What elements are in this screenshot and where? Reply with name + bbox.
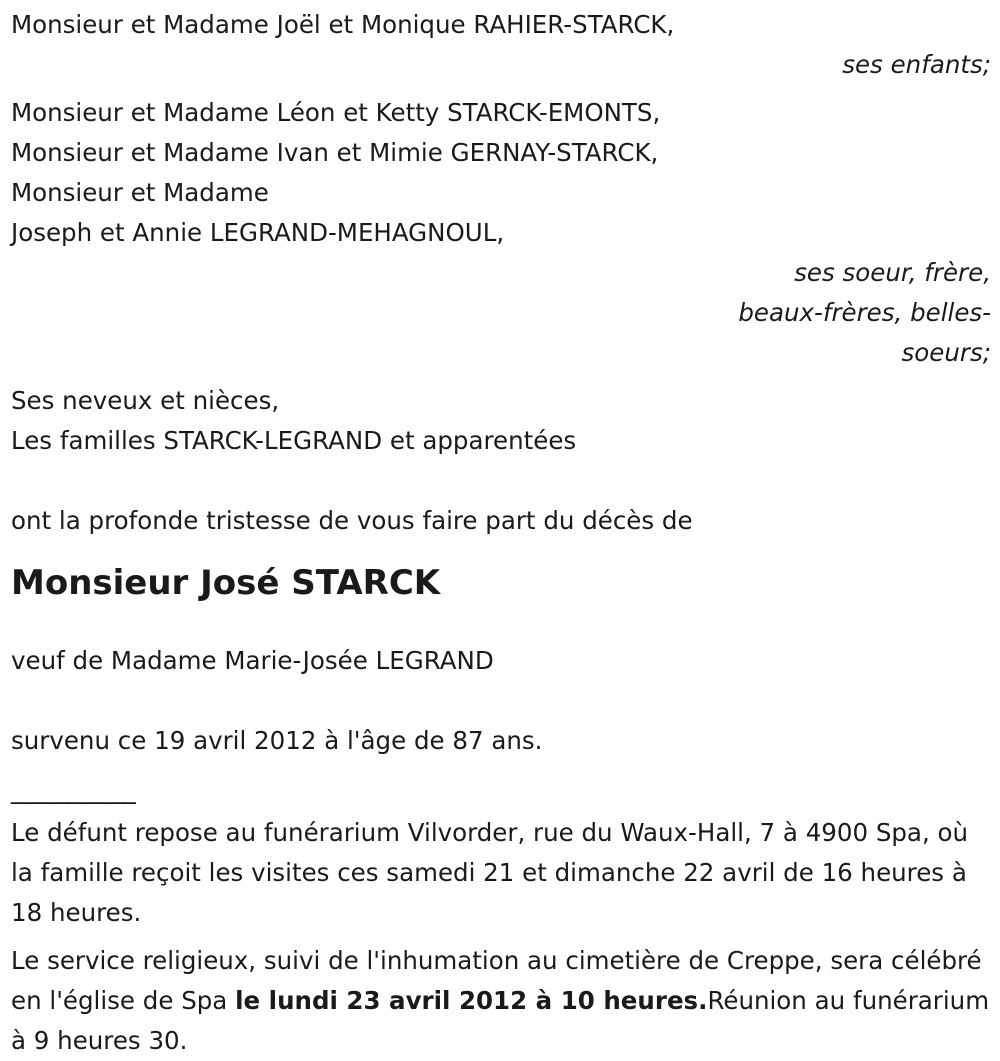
announcement-text: ont la profonde tristesse de vous faire part du décès de xyxy=(11,506,693,535)
obituary-notice xyxy=(11,5,991,1061)
death-date-text: survenu ce 19 avril 2012 à l'âge de 87 ans. xyxy=(11,726,543,755)
deceased-name: Monsieur José STARCK xyxy=(11,563,441,603)
others-line: Ses neveux et nièces, xyxy=(11,386,280,415)
widower-text: veuf de Madame Marie-Josée LEGRAND xyxy=(11,646,494,675)
sibling-line: Monsieur et Madame Ivan et Mimie GERNAY-STARCK, xyxy=(11,138,659,167)
children-line: Monsieur et Madame Joël et Monique RAHIER-STARCK, xyxy=(11,10,675,39)
separator-line: ___________ xyxy=(11,775,135,804)
service-paragraph xyxy=(11,941,991,1061)
children-relation: ses enfants; xyxy=(842,50,991,79)
siblings-relation-line: ses soeur, frère, xyxy=(794,258,991,287)
service-text: Le service religieux, suivi de l'inhumation au cimetière de Creppe, sera célébré en l'église de Spa xyxy=(11,946,982,1015)
sibling-line: Monsieur et Madame xyxy=(11,178,269,207)
siblings-relation-line: beaux-frères, belles- xyxy=(738,298,991,327)
rest-paragraph: Le défunt repose au funérarium Vilvorder, rue du Waux-Hall, 7 à 4900 Spa, où la famille reçoit les visites ces samedi 21 et dimanche 22 avril de 16 heures à 18 heures. xyxy=(11,818,969,927)
reunion-text: Réunion au funérarium à 9 heures 30. xyxy=(11,986,990,1055)
service-date-bold: le lundi 23 avril 2012 à 10 heures. xyxy=(235,986,708,1015)
sibling-line: Monsieur et Madame Léon et Ketty STARCK-EMONTS, xyxy=(11,98,661,127)
others-line: Les familles STARCK-LEGRAND et apparentées xyxy=(11,426,577,455)
sibling-line: Joseph et Annie LEGRAND-MEHAGNOUL, xyxy=(11,218,505,247)
siblings-relation-line: soeurs; xyxy=(901,338,991,367)
